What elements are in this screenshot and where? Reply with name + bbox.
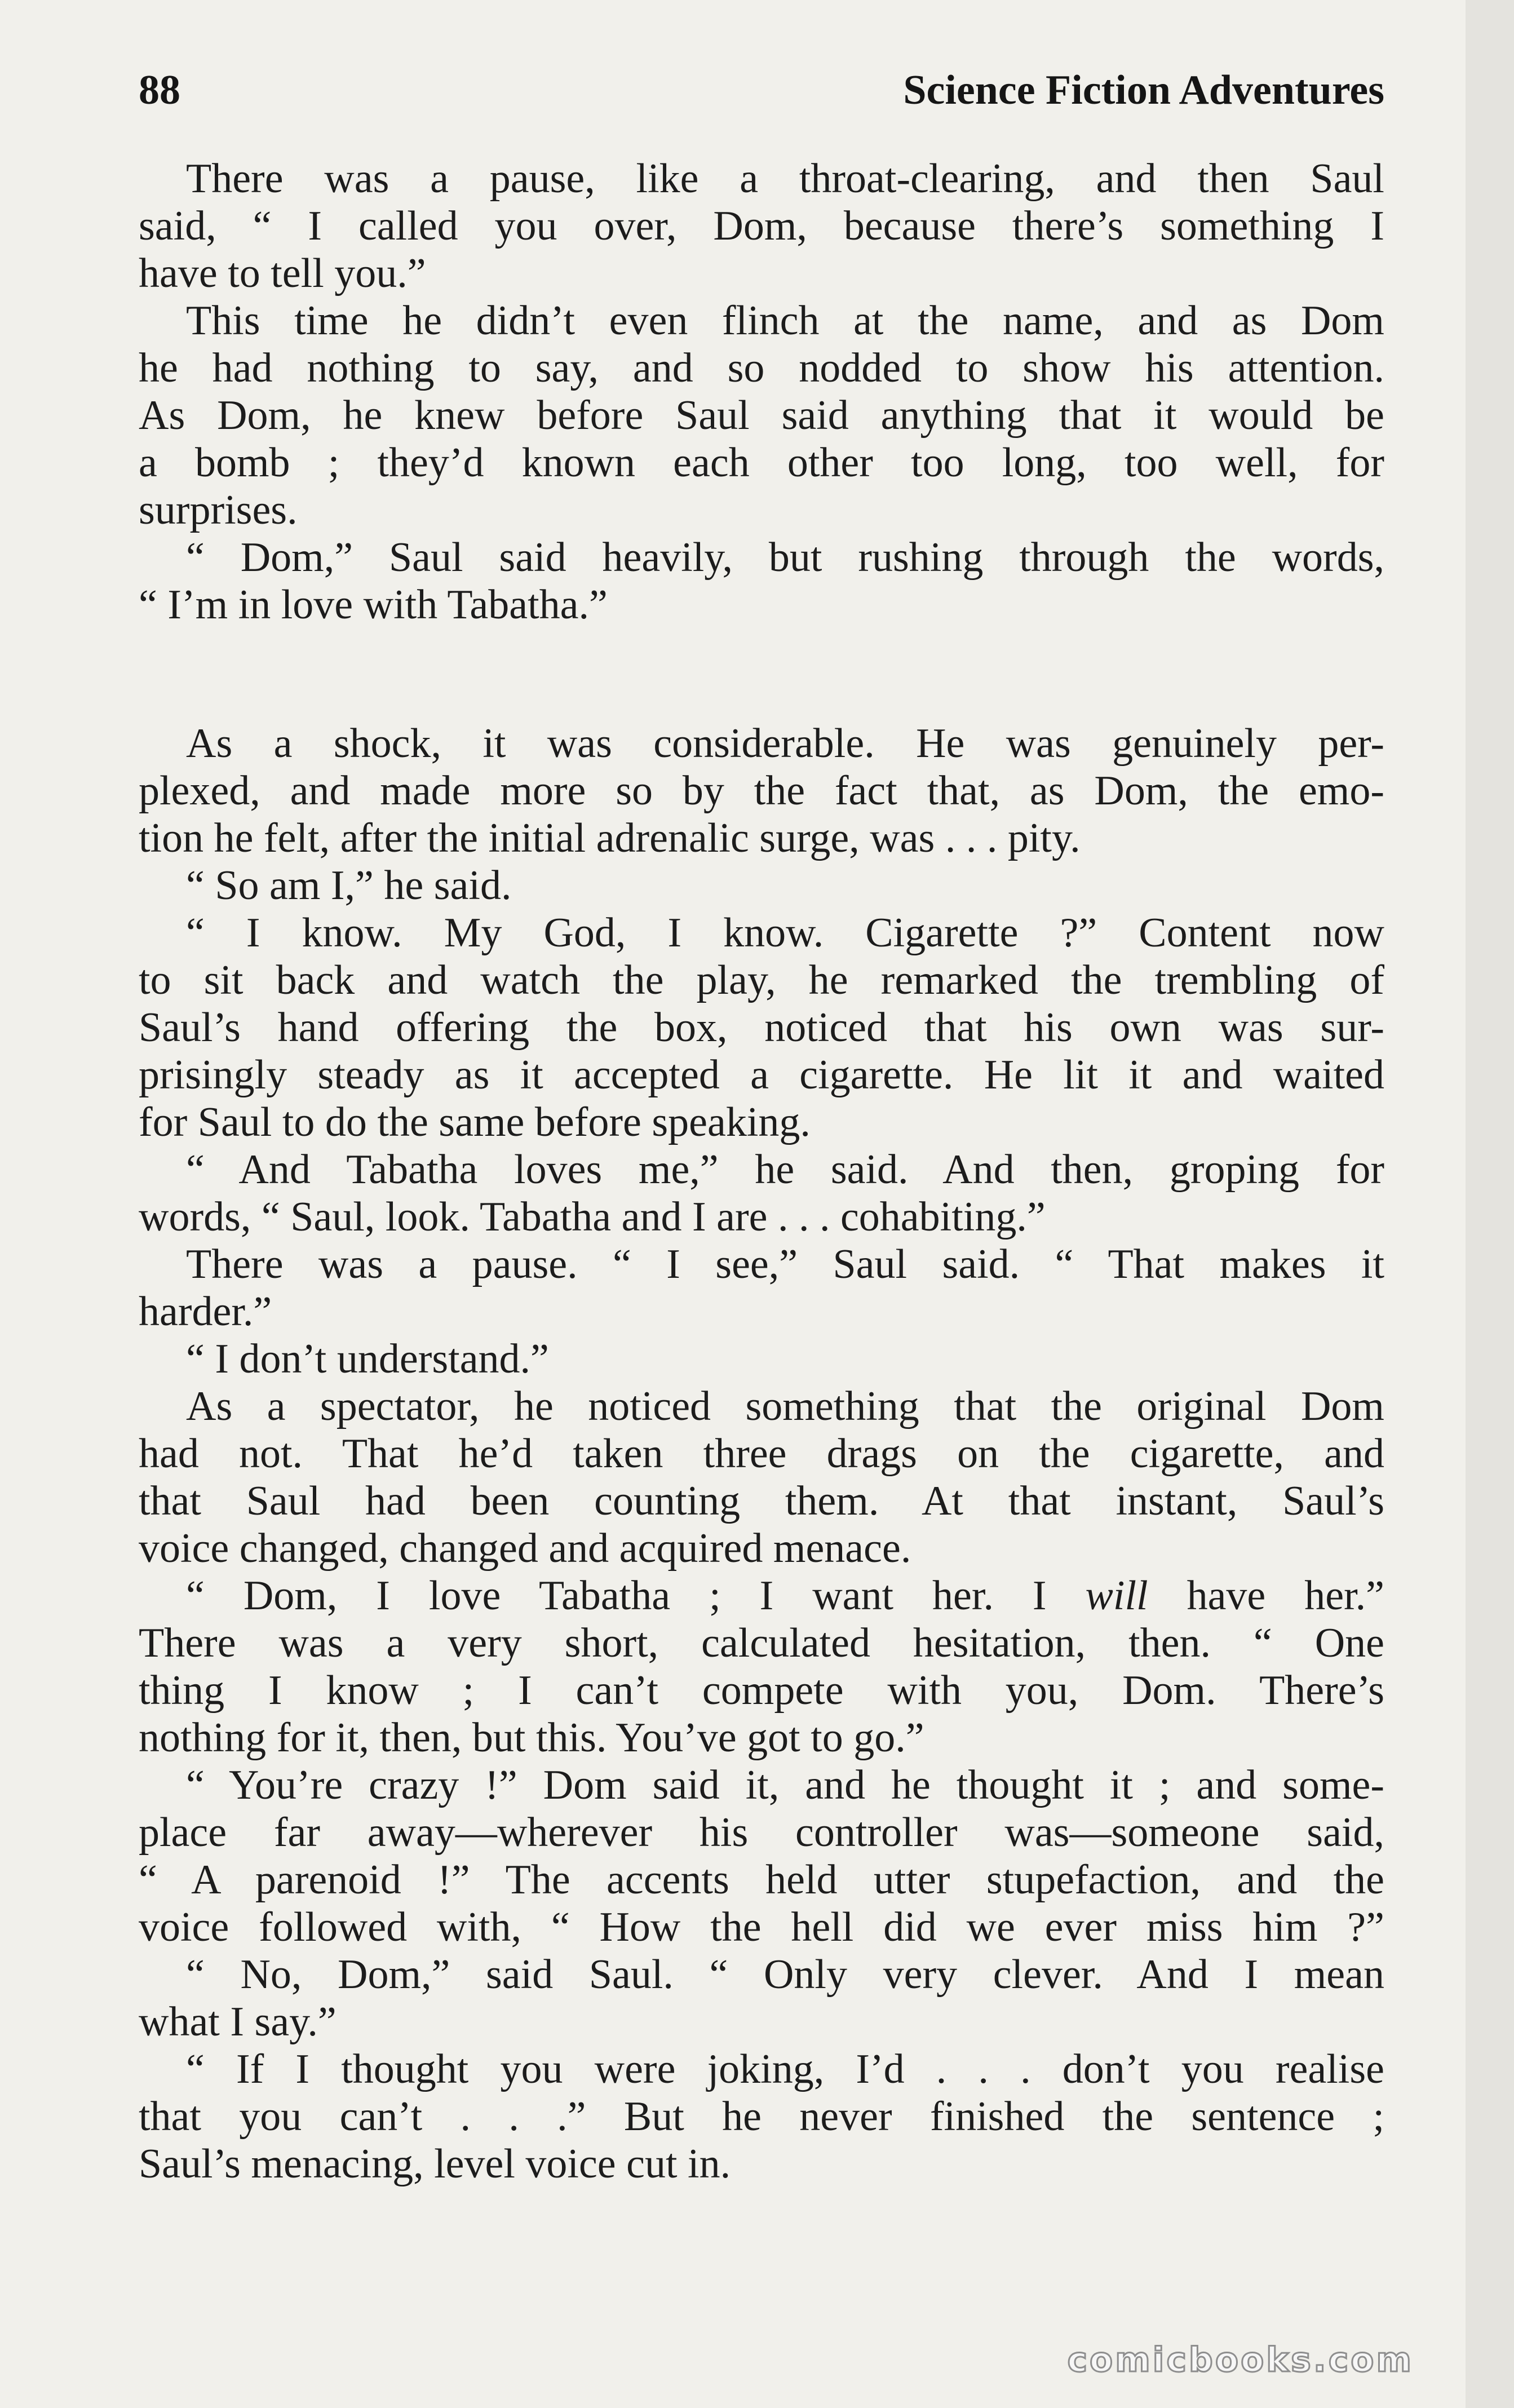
text-line: said, “ I called you over, Dom, because there’s something I	[139, 203, 1384, 249]
italic-emphasis: will	[1085, 1573, 1148, 1619]
text-line: There was a pause. “ I see,” Saul said. “ That makes it	[186, 1241, 1384, 1287]
page-edge	[1466, 0, 1514, 2408]
text-line: As a shock, it was considerable. He was genuinely per-	[186, 720, 1384, 767]
text-line: “ I’m in love with Tabatha.”	[139, 582, 608, 628]
text-line	[139, 1572, 1384, 1619]
text-line: voice changed, changed and acquired menace.	[139, 1525, 911, 1572]
text-line: As Dom, he knew before Saul said anything that it would be	[139, 392, 1384, 439]
running-head	[139, 67, 1384, 117]
text-line: prisingly steady as it accepted a cigarette. He lit it and waited	[139, 1052, 1384, 1098]
text-line: Saul’s hand offering the box, noticed that his own was sur-	[139, 1004, 1384, 1051]
text-line: that Saul had been counting them. At that instant, Saul’s	[139, 1478, 1384, 1524]
text-line: had not. That he’d taken three drags on the cigarette, and	[139, 1431, 1384, 1477]
text-line: There was a pause, like a throat-clearing, and then Saul	[186, 156, 1384, 202]
text-line: that you can’t . . .” But he never finished the sentence ;	[139, 2093, 1384, 2140]
body-text	[139, 155, 1384, 2188]
text-line: to sit back and watch the play, he remarked the trembling of	[139, 957, 1384, 1003]
text-line: “ You’re crazy !” Dom said it, and he thought it ; and some-	[186, 1762, 1384, 1808]
text-line: for Saul to do the same before speaking.	[139, 1099, 811, 1145]
text-line: harder.”	[139, 1289, 272, 1335]
text-line: “ And Tabatha loves me,” he said. And then, groping for	[186, 1147, 1384, 1193]
text-line: have to tell you.”	[139, 250, 426, 296]
text-line: “ So am I,” he said.	[186, 862, 512, 909]
text-line: words, “ Saul, look. Tabatha and I are . . . cohabiting.”	[139, 1194, 1046, 1240]
text-line: “ A parenoid !” The accents held utter stupefaction, and the	[139, 1857, 1384, 1903]
section-break	[139, 628, 1384, 720]
text-line: There was a very short, calculated hesitation, then. “ One	[139, 1620, 1384, 1666]
text-fragment: “ Dom, I love Tabatha ; I want her. I	[186, 1573, 1086, 1619]
journal-title: Science Fiction Adventures	[903, 67, 1384, 113]
page-number: 88	[139, 67, 180, 113]
text-line: “ No, Dom,” said Saul. “ Only very clever. And I mean	[186, 1951, 1384, 1998]
text-line: This time he didn’t even flinch at the name, and as Dom	[186, 298, 1384, 344]
text-line: “ Dom,” Saul said heavily, but rushing through the words,	[186, 534, 1384, 581]
text-line: tion he felt, after the initial adrenalic surge, was . . . pity.	[139, 815, 1081, 861]
text-fragment: have her.”	[1148, 1573, 1384, 1619]
text-line: Saul’s menacing, level voice cut in.	[139, 2141, 731, 2187]
text-line: what I say.”	[139, 1999, 337, 2045]
text-line: voice followed with, “ How the hell did we ever miss him ?”	[139, 1904, 1384, 1950]
text-line: “ If I thought you were joking, I’d . . . don’t you realise	[186, 2046, 1384, 2092]
text-line: As a spectator, he noticed something that the original Dom	[186, 1383, 1384, 1429]
text-line: surprises.	[139, 487, 298, 533]
text-line: “ I don’t understand.”	[186, 1336, 549, 1382]
text-line: a bomb ; they’d known each other too long, too well, for	[139, 440, 1384, 486]
text-line: thing I know ; I can’t compete with you, Dom. There’s	[139, 1667, 1384, 1714]
watermark: comicbooks.com	[1067, 2340, 1414, 2380]
text-line: place far away—wherever his controller was—someone said,	[139, 1809, 1384, 1856]
text-line: he had nothing to say, and so nodded to show his attention.	[139, 345, 1384, 391]
text-line: plexed, and made more so by the fact that, as Dom, the emo-	[139, 768, 1384, 814]
text-line: nothing for it, then, but this. You’ve got to go.”	[139, 1715, 924, 1761]
text-line: “ I know. My God, I know. Cigarette ?” Content now	[186, 910, 1384, 956]
